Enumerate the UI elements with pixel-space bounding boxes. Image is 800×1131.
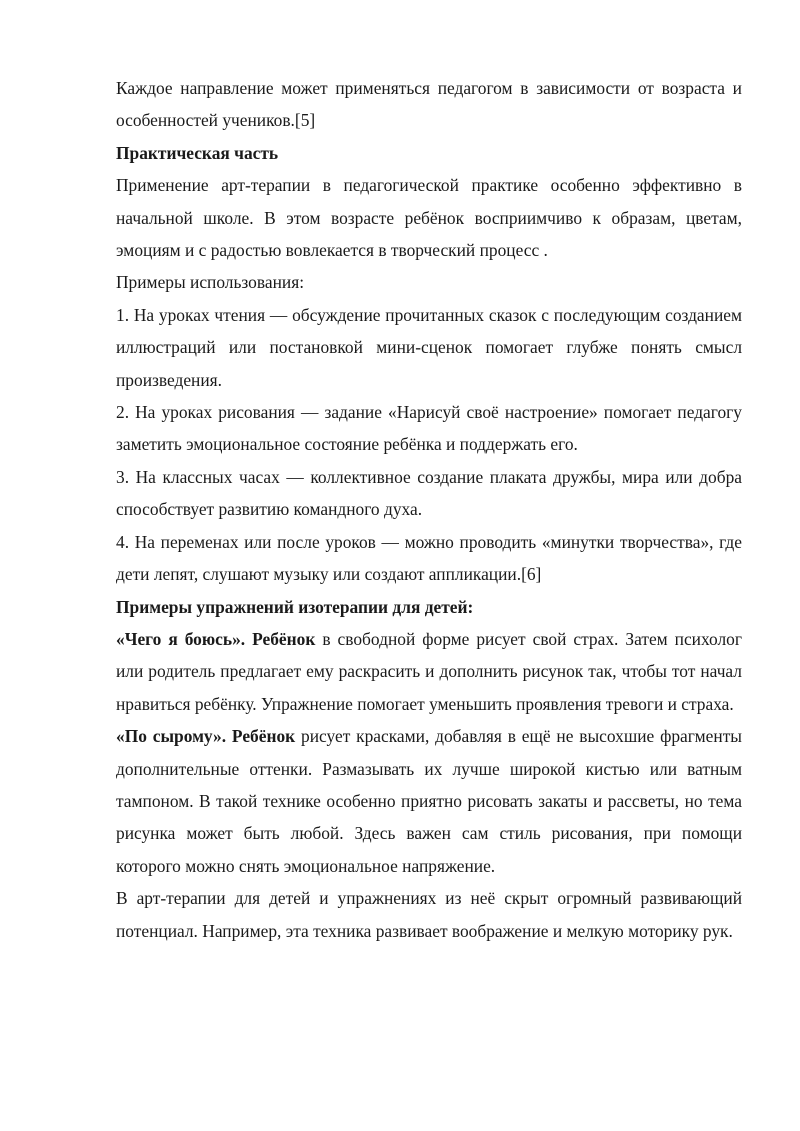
- heading-practical-part: Практическая часть: [116, 142, 279, 163]
- exercise-what-i-fear-title: «Чего я боюсь». Ребёнок: [116, 628, 316, 649]
- list-item-drawing-lessons: 2. На уроках рисования — задание «Нарисуй своё настроение» помогает педагогу заметить эмоциональное состояние ребёнка и поддержать его.: [116, 402, 742, 455]
- exercise-wet-on-wet-text: рисует красками, добавляя в ещё не высохшие фрагменты дополнительные оттенки. Размазывать их лучше широкой кистью или ватным тампоном. В такой технике особенно приятно рисовать закаты и рассветы, но тема рисунка может быть любой. Здесь важен сам стиль рисования, при помощи которого можно снять эмоциональное напряжение.: [116, 726, 742, 876]
- heading-exercises: Примеры упражнений изотерапии для детей:: [116, 596, 474, 617]
- exercise-what-i-fear-text: в свободной форме рисует свой страх. Затем психолог или родитель предлагает ему раскрасить и дополнить рисунок так, чтобы тот начал нравиться ребёнку. Упражнение помогает уменьшить проявления тревоги и страха.: [116, 628, 742, 714]
- exercise-what-i-fear: [116, 623, 742, 720]
- list-item-breaks: 4. На переменах или после уроков — можно проводить «минутки творчества», где дети лепят, слушают музыку или создают аппликации.[6]: [116, 531, 742, 585]
- paragraph-application: Применение арт-терапии в педагогической практике особенно эффективно в начальной школе. В этом возрасте ребёнок восприимчиво к образам, цветам, эмоциям и с радостью вовлекается в творческий процесс .: [116, 175, 742, 261]
- document-body: [116, 72, 742, 947]
- paragraph-intro: Каждое направление может применяться педагогом в зависимости от возраста и особенностей учеников.[5]: [116, 78, 742, 131]
- exercise-wet-on-wet: [116, 720, 742, 882]
- list-item-class-hours: 3. На классных часах — коллективное создание плаката дружбы, мира или добра способствует развитию командного духа.: [116, 466, 742, 520]
- list-item-reading-lessons: 1. На уроках чтения — обсуждение прочитанных сказок с последующим созданием иллюстраций или постановкой мини-сценок помогает глубже понять смысл произведения.: [116, 304, 742, 390]
- examples-label: Примеры использования:: [116, 272, 305, 293]
- exercise-wet-on-wet-title: «По сырому». Ребёнок: [116, 726, 296, 747]
- paragraph-conclusion: В арт-терапии для детей и упражнениях из неё скрыт огромный развивающий потенциал. Например, эта техника развивает воображение и мелкую моторику рук.: [116, 888, 742, 941]
